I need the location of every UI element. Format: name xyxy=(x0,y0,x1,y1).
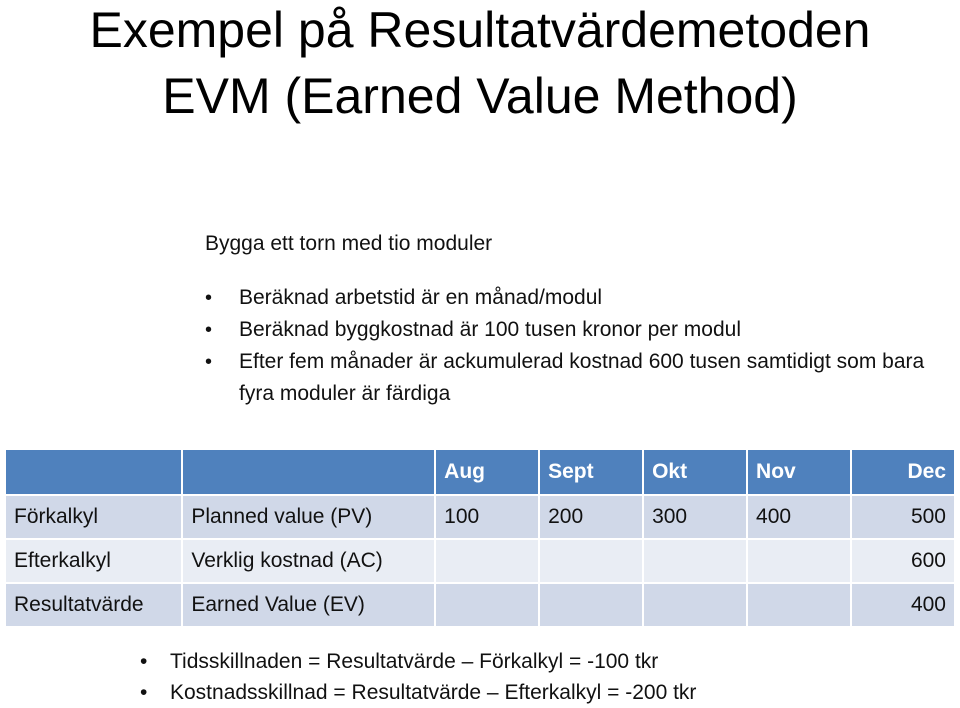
header-month: Nov xyxy=(748,450,850,494)
table-cell: 600 xyxy=(852,540,954,582)
table-cell xyxy=(540,584,642,626)
table-row xyxy=(6,584,954,626)
row-label: Earned Value (EV) xyxy=(183,584,434,626)
conclusion-item: • Tidsskillnaden = Resultatvärde – Förkalkyl = -100 tkr xyxy=(140,646,696,677)
table-cell: 400 xyxy=(748,496,850,538)
row-name: Förkalkyl xyxy=(6,496,181,538)
intro-text: Bygga ett torn med tio moduler xyxy=(205,232,493,255)
bullet-item: • Beräknad arbetstid är en månad/modul xyxy=(205,282,925,314)
header-cell-empty xyxy=(183,450,434,494)
table-cell xyxy=(436,584,538,626)
header-cell-empty xyxy=(6,450,181,494)
header-month: Sept xyxy=(540,450,642,494)
table-row xyxy=(6,496,954,538)
row-label: Verklig kostnad (AC) xyxy=(183,540,434,582)
row-label: Planned value (PV) xyxy=(183,496,434,538)
table-cell: 200 xyxy=(540,496,642,538)
table-cell xyxy=(748,584,850,626)
table-cell xyxy=(436,540,538,582)
conclusion-list xyxy=(140,646,696,708)
header-month: Dec xyxy=(852,450,954,494)
header-month: Aug xyxy=(436,450,538,494)
table-cell: 300 xyxy=(644,496,746,538)
table-cell: 400 xyxy=(852,584,954,626)
row-name: Resultatvärde xyxy=(6,584,181,626)
evm-table xyxy=(4,448,956,628)
table-cell xyxy=(540,540,642,582)
table-cell xyxy=(644,584,746,626)
table-row xyxy=(6,540,954,582)
slide-title-line-1: Exempel på Resultatvärdemetoden xyxy=(89,2,871,58)
bullet-item: • Efter fem månader är ackumulerad kostnad 600 tusen samtidigt som bara fyra moduler är färdiga xyxy=(205,346,925,410)
table-cell xyxy=(748,540,850,582)
header-month: Okt xyxy=(644,450,746,494)
table-cell: 100 xyxy=(436,496,538,538)
row-name: Efterkalkyl xyxy=(6,540,181,582)
bullet-list xyxy=(205,282,925,410)
conclusion-item: • Kostnadsskillnad = Resultatvärde – Efterkalkyl = -200 tkr xyxy=(140,677,696,708)
table-cell: 500 xyxy=(852,496,954,538)
bullet-item: • Beräknad byggkostnad är 100 tusen kronor per modul xyxy=(205,314,925,346)
slide-title-line-2: EVM (Earned Value Method) xyxy=(162,68,798,124)
table-header-row xyxy=(6,450,954,494)
table-cell xyxy=(644,540,746,582)
